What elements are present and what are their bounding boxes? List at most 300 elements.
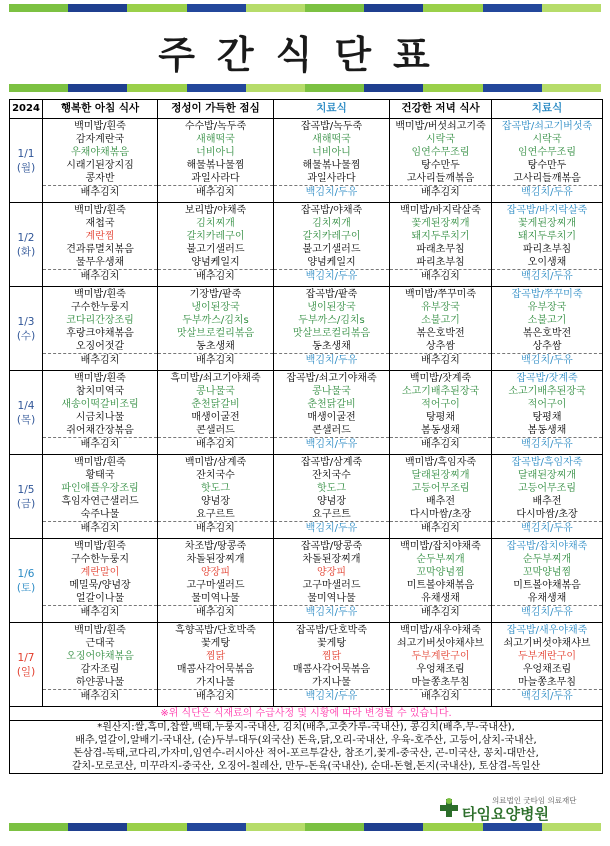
- menu-item: 시래기된장지짐: [66, 160, 134, 172]
- year-header: 2024: [10, 100, 43, 119]
- menu-item: 오징어젓갈: [75, 341, 125, 353]
- menu-item: 꽃게탕: [201, 638, 230, 650]
- origin-row: [10, 721, 603, 774]
- weekly-menu-table: [9, 99, 603, 774]
- lunch-diet-cell: [274, 371, 390, 455]
- menu-item: 불고기샐러드: [186, 244, 245, 256]
- stripe-segment: [68, 4, 127, 12]
- stripe-segment: [9, 4, 68, 12]
- menu-item: 오징어야채볶음: [66, 651, 134, 663]
- menu-item: 숙주나물: [80, 509, 120, 521]
- menu-item: 김치찌개: [196, 218, 235, 230]
- menu-item: 적어구이: [527, 399, 567, 411]
- menu-item: 계란찜: [85, 231, 115, 243]
- menu-item: 잡곡밥/녹두죽: [300, 121, 363, 132]
- stripe-segment: [9, 84, 68, 92]
- menu-item: 잡곡밥/팥죽: [305, 289, 358, 300]
- origin-line: *원산지:쌀,흑미,찹쌀,백태,누룽지-국내산, 김치(배추,고춧가루-국내산), 콩김치(배추,무-국내산),: [97, 722, 515, 734]
- stripe-segment: [542, 84, 601, 92]
- menu-item: 상추쌈: [426, 341, 455, 353]
- menu-item: 배추김치: [43, 689, 157, 703]
- menu-item: 우엉채조림: [416, 664, 465, 676]
- menu-item: 가지나물: [196, 677, 235, 689]
- menu-item: 유채생채: [421, 593, 460, 605]
- menu-item: 갈치카레구이: [186, 231, 245, 243]
- menu-item: 꼬막양념찜: [522, 567, 572, 579]
- menu-item: 꽃게된장찌개: [411, 218, 470, 230]
- menu-item: 임연수무조림: [518, 147, 576, 159]
- menu-item: 잡곡밥/땅콩죽: [300, 541, 363, 552]
- menu-item: 배추전: [426, 496, 455, 508]
- day-row: [10, 371, 603, 455]
- menu-item: 콩자반: [85, 173, 115, 185]
- menu-item: 백김치/두유: [274, 605, 389, 619]
- menu-item: 백미밥/흰죽: [74, 625, 126, 636]
- day-cell: [10, 371, 43, 455]
- menu-item: 황태국: [85, 470, 115, 482]
- menu-item: 시금치나물: [75, 412, 125, 424]
- menu-item: 미트볼야채볶음: [406, 580, 475, 592]
- day-of-week: (화): [16, 245, 36, 258]
- stripe-segment: [423, 84, 482, 92]
- menu-item: 소불고기: [421, 315, 460, 327]
- menu-item: 배추김치: [158, 437, 273, 451]
- menu-item: 백김치/두유: [274, 521, 389, 535]
- stripe-segment: [187, 84, 246, 92]
- menu-item: 배추김치: [158, 605, 273, 619]
- stripe-segment: [68, 823, 127, 831]
- menu-item: 달래된장찌개: [518, 470, 576, 482]
- day-date: 1/6: [17, 567, 35, 580]
- menu-item: 잡곡밥/쇠고기버섯죽: [501, 121, 593, 132]
- menu-item: 배추김치: [43, 185, 157, 199]
- stripe-segment: [364, 823, 423, 831]
- menu-item: 배추김치: [390, 689, 491, 703]
- stripe-segment: [127, 84, 186, 92]
- breakfast-cell: [43, 455, 158, 539]
- menu-item: 돼지두루치기: [411, 231, 470, 243]
- day-cell: [10, 455, 43, 539]
- menu-item: 백미밥/흰죽: [74, 457, 126, 468]
- day-of-week: (금): [16, 497, 36, 510]
- lunch-diet-cell: [274, 287, 390, 371]
- day-row: [10, 287, 603, 371]
- menu-item: 해물볶나물찜: [186, 160, 245, 172]
- menu-item: 흑미밥/쇠고기야채죽: [170, 373, 261, 384]
- menu-item: 탕수만두: [421, 160, 460, 172]
- dinner-cell: [390, 119, 492, 203]
- dinner-diet-cell: [492, 203, 603, 287]
- menu-item: 다시마쌈/초장: [409, 509, 472, 521]
- menu-item: 쇠고기버섯야채샤브: [397, 638, 484, 650]
- day-row: [10, 539, 603, 623]
- menu-item: 잡곡밥/야채죽: [300, 205, 363, 216]
- bottom-color-stripe: [9, 823, 601, 831]
- menu-item: 근대국: [85, 638, 115, 650]
- dinner-cell: [390, 287, 492, 371]
- menu-item: 너비아니: [312, 147, 351, 159]
- menu-item: 견과류멸치볶음: [66, 244, 134, 256]
- menu-item: 배추김치: [43, 269, 157, 283]
- menu-item: 탕수만두: [527, 160, 567, 172]
- menu-item: 잡곡밥/쇠고기야채죽: [286, 373, 377, 384]
- menu-item: 콘샐러드: [312, 425, 351, 437]
- menu-item: 갈치카레구이: [302, 231, 361, 243]
- menu-item: 우채야채볶음: [71, 147, 129, 159]
- stripe-segment: [305, 4, 364, 12]
- menu-item: 백김치/두유: [274, 185, 389, 199]
- day-row: [10, 119, 603, 203]
- menu-item: 백김치/두유: [492, 269, 602, 283]
- menu-item: 두부까스/김치s: [182, 315, 249, 327]
- menu-item: 백김치/두유: [274, 269, 389, 283]
- menu-item: 기장밥/팥죽: [189, 289, 242, 300]
- menu-item: 감자조림: [80, 664, 120, 676]
- menu-item: 흑임자연근샐러드: [61, 496, 139, 508]
- menu-item: 매콤사각어묵볶음: [176, 664, 255, 676]
- menu-item: 백미밥/흰죽: [74, 205, 126, 216]
- page-title: 주간식단표: [158, 33, 452, 77]
- stripe-segment: [246, 823, 305, 831]
- breakfast-cell: [43, 371, 158, 455]
- lunch-cell: [158, 287, 274, 371]
- menu-item: 맛살브로컬리볶음: [292, 328, 371, 340]
- menu-item: 고등어무조림: [518, 483, 576, 495]
- menu-item: 배추김치: [390, 185, 491, 199]
- menu-item: 백미밥/버섯쇠고기죽: [395, 121, 486, 132]
- dinner-cell: [390, 203, 492, 287]
- menu-item: 백미밥/잣계죽: [409, 373, 472, 384]
- menu-item: 배추김치: [390, 269, 491, 283]
- menu-item: 돼지두루치기: [518, 231, 576, 243]
- menu-item: 가지나물: [312, 677, 351, 689]
- hospital-logo: [406, 796, 602, 823]
- stripe-segment: [246, 4, 305, 12]
- dinner-cell: [390, 539, 492, 623]
- header-row: [10, 100, 603, 119]
- lunch-header: 정성이 가득한 점심: [158, 100, 274, 119]
- menu-item: 배추김치: [158, 269, 273, 283]
- menu-item: 마늘쫑초무침: [518, 677, 576, 689]
- stripe-segment: [423, 4, 482, 12]
- menu-item: 백미밥/삼계죽: [184, 457, 247, 468]
- dinner-cell: [390, 455, 492, 539]
- title-color-stripe: [9, 84, 601, 92]
- menu-item: 메밀묵/양념장: [69, 580, 131, 592]
- menu-item: 고사리들깨볶음: [406, 173, 475, 185]
- menu-item: 동초생채: [196, 341, 235, 353]
- menu-item: 백미밥/흑임자죽: [405, 457, 476, 468]
- breakfast-cell: [43, 203, 158, 287]
- menu-item: 냉이된장국: [307, 302, 356, 314]
- menu-item: 동초생채: [312, 341, 351, 353]
- menu-item: 꼬막양념찜: [416, 567, 465, 579]
- stripe-segment: [246, 84, 305, 92]
- menu-item: 구수한누룽지: [71, 554, 129, 566]
- origin-info: [10, 721, 603, 774]
- menu-item: 잡곡밥/새우야채죽: [506, 625, 588, 636]
- menu-item: 백김치/두유: [492, 521, 602, 535]
- menu-item: 콘샐러드: [196, 425, 235, 437]
- menu-item: 맛살브로컬리볶음: [176, 328, 255, 340]
- stripe-segment: [305, 823, 364, 831]
- menu-item: 춘천닭갈비: [307, 399, 356, 411]
- menu-item: 두부계란구이: [518, 651, 576, 663]
- menu-item: 계란말이: [80, 567, 120, 579]
- menu-item: 백미밥/새우야채죽: [400, 625, 481, 636]
- menu-item: 과일사라다: [307, 173, 356, 185]
- menu-item: 재첩국: [85, 218, 115, 230]
- menu-item: 차돌된장찌개: [302, 554, 361, 566]
- menu-item: 소고기배추된장국: [401, 386, 480, 398]
- stripe-segment: [483, 84, 542, 92]
- day-date: 1/3: [17, 315, 35, 328]
- logo-subtitle: 의료법인 굿타임 의료재단: [492, 796, 577, 805]
- menu-item: 물미역나물: [307, 593, 356, 605]
- menu-item: 우엉채조림: [522, 664, 572, 676]
- menu-item: 잡곡밥/흑임자죽: [511, 457, 583, 468]
- menu-item: 김치찌개: [312, 218, 351, 230]
- menu-item: 양념장: [201, 496, 230, 508]
- menu-item: 차돌된장찌개: [186, 554, 245, 566]
- menu-item: 미트볼야채볶음: [513, 580, 581, 592]
- menu-item: 백김치/두유: [492, 689, 602, 703]
- menu-item: 잡곡밥/잡치야채죽: [506, 541, 588, 552]
- menu-item: 양념케일지: [307, 257, 356, 269]
- lunch-diet-cell: [274, 119, 390, 203]
- menu-item: 적어구이: [421, 399, 460, 411]
- breakfast-cell: [43, 119, 158, 203]
- menu-item: 잡곡밥/삼계죽: [300, 457, 363, 468]
- menu-item: 볶은호박전: [416, 328, 465, 340]
- menu-item: 파리초부침: [416, 257, 465, 269]
- menu-item: 파리초부침: [522, 244, 572, 256]
- menu-item: 백김치/두유: [492, 605, 602, 619]
- origin-line: 배추,얼갈이,알배기-국내산, (순)두부-대두(외국산) 돈육,닭,오리-국내산, 우육-호주산, 고등어,삼치-국내산,: [75, 735, 537, 747]
- lunch-diet-cell: [274, 203, 390, 287]
- menu-item: 두부까스/김치s: [298, 315, 365, 327]
- menu-item: 콩나물국: [196, 386, 235, 398]
- menu-item: 배추김치: [158, 185, 273, 199]
- menu-item: 너비아니: [196, 147, 235, 159]
- menu-item: 양장피: [317, 567, 346, 579]
- menu-item: 고사리들깨볶음: [513, 173, 581, 185]
- menu-item: 수수밥/녹두죽: [184, 121, 247, 132]
- menu-item: 배추김치: [158, 521, 273, 535]
- day-of-week: (토): [16, 581, 36, 594]
- day-row: [10, 203, 603, 287]
- menu-item: 백김치/두유: [274, 437, 389, 451]
- lunch-diet-cell: [274, 455, 390, 539]
- menu-item: 임연수무조림: [411, 147, 470, 159]
- menu-item: 배추김치: [43, 521, 157, 535]
- menu-item: 탕평채: [426, 412, 455, 424]
- day-cell: [10, 119, 43, 203]
- menu-item: 요구르트: [312, 509, 351, 521]
- lunch-cell: [158, 119, 274, 203]
- menu-item: 고구마샐러드: [186, 580, 245, 592]
- dinner-diet-header: 치료식: [492, 100, 603, 119]
- menu-item: 차조밥/땅콩죽: [184, 541, 247, 552]
- menu-item: 핫도그: [317, 483, 346, 495]
- menu-item: 시락국: [426, 134, 455, 146]
- lunch-cell: [158, 455, 274, 539]
- menu-item: 잔치국수: [196, 470, 235, 482]
- day-row: [10, 455, 603, 539]
- menu-item: 백미밥/쭈꾸미죽: [405, 289, 476, 300]
- menu-item: 파인애플우장조림: [61, 483, 139, 495]
- day-date: 1/5: [17, 483, 35, 496]
- menu-item: 감자계란국: [75, 134, 125, 146]
- day-of-week: (월): [16, 161, 36, 174]
- menu-item: 백미밥/흰죽: [74, 121, 126, 132]
- menu-item: 배추전: [532, 496, 562, 508]
- lunch-diet-cell: [274, 623, 390, 707]
- day-date: 1/1: [17, 147, 35, 160]
- menu-item: 쇠고기버섯야채샤브: [503, 638, 591, 650]
- day-cell: [10, 287, 43, 371]
- menu-item: 구수한누룽지: [71, 302, 129, 314]
- menu-item: 물미역나물: [191, 593, 240, 605]
- menu-item: 파래초무침: [416, 244, 465, 256]
- menu-item: 배추김치: [43, 353, 157, 367]
- menu-item: 배추김치: [158, 353, 273, 367]
- dinner-cell: [390, 623, 492, 707]
- dinner-header: 건강한 저녁 식사: [390, 100, 492, 119]
- dinner-cell: [390, 371, 492, 455]
- menu-item: 해물볶나물찜: [302, 160, 361, 172]
- day-date: 1/4: [17, 399, 35, 412]
- stripe-segment: [187, 823, 246, 831]
- stripe-segment: [542, 4, 601, 12]
- breakfast-cell: [43, 287, 158, 371]
- stripe-segment: [127, 823, 186, 831]
- lunch-diet-cell: [274, 539, 390, 623]
- breakfast-cell: [43, 539, 158, 623]
- stripe-segment: [364, 4, 423, 12]
- menu-item: 후랑크야채볶음: [66, 328, 134, 340]
- menu-item: 소불고기: [527, 315, 567, 327]
- menu-item: 꽃게된장찌개: [518, 218, 576, 230]
- menu-item: 양념케일지: [191, 257, 240, 269]
- menu-item: 백김치/두유: [492, 185, 602, 199]
- menu-item: 참치미역국: [75, 386, 125, 398]
- top-color-stripe: [9, 4, 601, 12]
- menu-item: 양장피: [201, 567, 230, 579]
- menu-item: 봄동생채: [527, 425, 567, 437]
- menu-item: 백미밥/흰죽: [74, 541, 126, 552]
- menu-item: 백김치/두유: [274, 353, 389, 367]
- menu-item: 요구르트: [196, 509, 235, 521]
- menu-item: 매생이굴전: [191, 412, 240, 424]
- day-of-week: (수): [16, 329, 36, 342]
- menu-item: 얼갈이나물: [75, 593, 125, 605]
- lunch-cell: [158, 539, 274, 623]
- menu-item: 새해떡국: [312, 134, 351, 146]
- breakfast-header: 행복한 아침 식사: [43, 100, 158, 119]
- dinner-diet-cell: [492, 455, 603, 539]
- lunch-cell: [158, 203, 274, 287]
- menu-item: 찜닭: [321, 651, 342, 663]
- menu-item: 보리밥/야채죽: [184, 205, 247, 216]
- menu-item: 유부장국: [421, 302, 460, 314]
- menu-item: 냉이된장국: [191, 302, 240, 314]
- stripe-segment: [542, 823, 601, 831]
- menu-item: 핫도그: [201, 483, 230, 495]
- menu-item: 잡곡밥/단호박죽: [296, 625, 367, 636]
- stripe-segment: [483, 823, 542, 831]
- dinner-diet-cell: [492, 539, 603, 623]
- menu-item: 코다리간장조림: [66, 315, 134, 327]
- menu-item: 물무우생채: [75, 257, 125, 269]
- menu-item: 백김치/두유: [274, 689, 389, 703]
- day-of-week: (목): [16, 413, 36, 426]
- menu-item: 쥐어채간장볶음: [66, 425, 134, 437]
- menu-item: 탕평채: [532, 412, 562, 424]
- dinner-diet-cell: [492, 623, 603, 707]
- menu-item: 춘천닭갈비: [191, 399, 240, 411]
- menu-item: 유채생채: [527, 593, 567, 605]
- day-row: [10, 623, 603, 707]
- menu-item: 배추김치: [390, 437, 491, 451]
- menu-item: 봄동생채: [421, 425, 460, 437]
- menu-item: 불고기샐러드: [302, 244, 361, 256]
- day-of-week: (일): [16, 665, 36, 678]
- menu-item: 배추김치: [390, 521, 491, 535]
- lunch-diet-header: 치료식: [274, 100, 390, 119]
- menu-item: 양념장: [317, 496, 346, 508]
- menu-item: 하얀콩나물: [75, 677, 125, 689]
- menu-item: 배추김치: [43, 437, 157, 451]
- menu-item: 고등어무조림: [411, 483, 470, 495]
- stripe-segment: [68, 84, 127, 92]
- menu-item: 배추김치: [43, 605, 157, 619]
- stripe-segment: [127, 4, 186, 12]
- menu-item: 꽃게탕: [317, 638, 346, 650]
- origin-line: 갈치-모로코산, 미꾸라지-중국산, 오징어-칠레산, 만두-돈육(국내산), 순대-돈혈,돈지(국내산), 토삼겹-독일산: [71, 761, 541, 773]
- menu-item: 새해떡국: [196, 134, 235, 146]
- stripe-segment: [423, 823, 482, 831]
- day-cell: [10, 203, 43, 287]
- menu-item: 백김치/두유: [492, 437, 602, 451]
- stripe-segment: [9, 823, 68, 831]
- menu-item: 백미밥/잡치야채죽: [400, 541, 481, 552]
- notice-row: [10, 707, 603, 721]
- day-cell: [10, 539, 43, 623]
- menu-item: 매생이굴전: [307, 412, 356, 424]
- breakfast-cell: [43, 623, 158, 707]
- menu-item: 배추김치: [390, 353, 491, 367]
- menu-item: 시락국: [532, 134, 562, 146]
- notice-text: ※위 식단은 식재료의 수급사정 및 시황에 따라 변경될 수 있습니다.: [10, 707, 603, 721]
- menu-item: 백김치/두유: [492, 353, 602, 367]
- dinner-diet-cell: [492, 371, 603, 455]
- origin-line: 돈삼겹-독태,코다리,가자미,임연수-러시아산 적어-포르투갈산, 참조기,꽃게-중국산, 곤-미국산, 꽁치-대만산,: [73, 748, 539, 760]
- menu-item: 백미밥/흰죽: [74, 289, 126, 300]
- menu-item: 과일사라다: [191, 173, 240, 185]
- menu-item: 순두부찌개: [522, 554, 572, 566]
- dinner-diet-cell: [492, 119, 603, 203]
- menu-item: 상추쌈: [532, 341, 562, 353]
- menu-item: 새송이떡갈비조림: [61, 399, 139, 411]
- menu-item: 고구마샐러드: [302, 580, 361, 592]
- menu-item: 순두부찌개: [416, 554, 465, 566]
- menu-item: 잔치국수: [312, 470, 351, 482]
- lunch-cell: [158, 371, 274, 455]
- day-cell: [10, 623, 43, 707]
- day-date: 1/2: [17, 231, 35, 244]
- menu-item: 잡곡밥/쭈꾸미죽: [511, 289, 583, 300]
